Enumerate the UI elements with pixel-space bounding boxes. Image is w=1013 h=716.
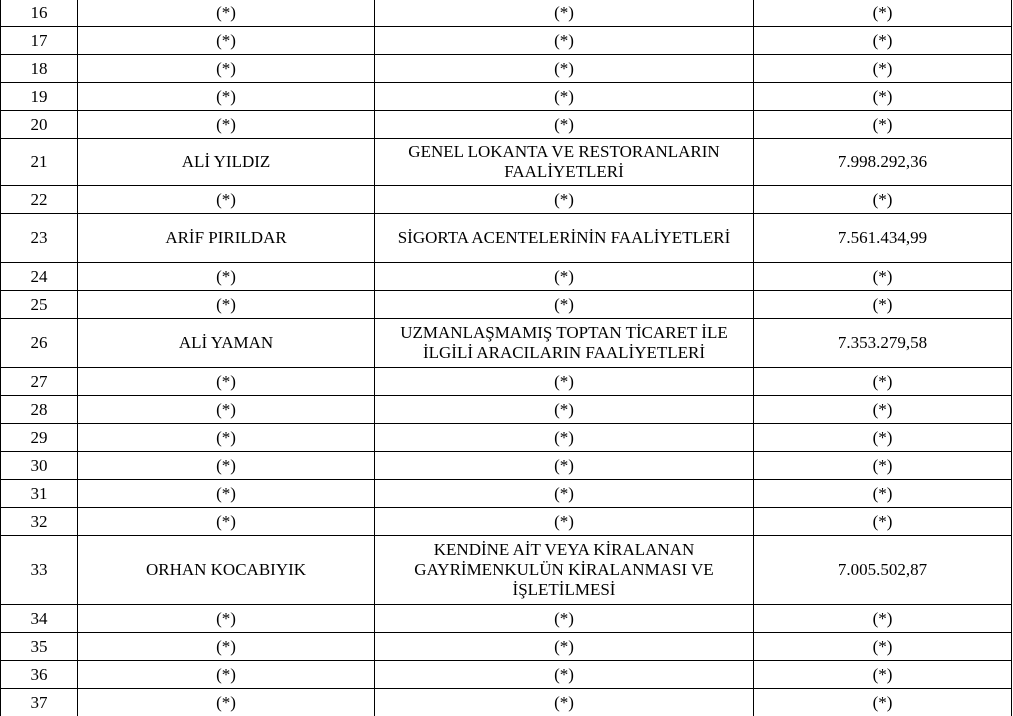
taxpayer-name: (*) bbox=[78, 0, 375, 27]
table-row bbox=[1, 536, 1012, 605]
row-number: 24 bbox=[1, 263, 78, 291]
activity: (*) bbox=[375, 661, 754, 689]
amount: 7.561.434,99 bbox=[754, 214, 1012, 263]
activity: (*) bbox=[375, 633, 754, 661]
amount: (*) bbox=[754, 480, 1012, 508]
row-number: 18 bbox=[1, 55, 78, 83]
table-row bbox=[1, 27, 1012, 55]
amount: (*) bbox=[754, 633, 1012, 661]
row-number: 32 bbox=[1, 508, 78, 536]
row-number: 22 bbox=[1, 186, 78, 214]
activity: (*) bbox=[375, 27, 754, 55]
taxpayer-name: ALİ YILDIZ bbox=[78, 139, 375, 186]
table-row bbox=[1, 139, 1012, 186]
taxpayer-name: (*) bbox=[78, 633, 375, 661]
activity: (*) bbox=[375, 263, 754, 291]
row-number: 34 bbox=[1, 605, 78, 633]
activity: (*) bbox=[375, 508, 754, 536]
row-number: 31 bbox=[1, 480, 78, 508]
amount: 7.353.279,58 bbox=[754, 319, 1012, 368]
table-row bbox=[1, 424, 1012, 452]
taxpayer-name: ARİF PIRILDAR bbox=[78, 214, 375, 263]
activity: (*) bbox=[375, 83, 754, 111]
amount: (*) bbox=[754, 368, 1012, 396]
table-row bbox=[1, 396, 1012, 424]
amount: (*) bbox=[754, 263, 1012, 291]
taxpayer-name: ORHAN KOCABIYIK bbox=[78, 536, 375, 605]
table-row bbox=[1, 368, 1012, 396]
row-number: 23 bbox=[1, 214, 78, 263]
activity: (*) bbox=[375, 0, 754, 27]
table-row bbox=[1, 452, 1012, 480]
amount: (*) bbox=[754, 452, 1012, 480]
row-number: 35 bbox=[1, 633, 78, 661]
row-number: 30 bbox=[1, 452, 78, 480]
row-number: 19 bbox=[1, 83, 78, 111]
amount: 7.005.502,87 bbox=[754, 536, 1012, 605]
amount: (*) bbox=[754, 55, 1012, 83]
amount: (*) bbox=[754, 186, 1012, 214]
row-number: 37 bbox=[1, 689, 78, 716]
taxpayer-name: (*) bbox=[78, 291, 375, 319]
taxpayer-name: (*) bbox=[78, 452, 375, 480]
amount: (*) bbox=[754, 605, 1012, 633]
table-row bbox=[1, 83, 1012, 111]
table-row bbox=[1, 214, 1012, 263]
amount: 7.998.292,36 bbox=[754, 139, 1012, 186]
table-row bbox=[1, 689, 1012, 716]
row-number: 26 bbox=[1, 319, 78, 368]
amount: (*) bbox=[754, 396, 1012, 424]
amount: (*) bbox=[754, 83, 1012, 111]
table-row bbox=[1, 508, 1012, 536]
row-number: 36 bbox=[1, 661, 78, 689]
table-row bbox=[1, 319, 1012, 368]
table-row bbox=[1, 605, 1012, 633]
taxpayer-name: (*) bbox=[78, 605, 375, 633]
activity: (*) bbox=[375, 689, 754, 716]
taxpayer-name: (*) bbox=[78, 55, 375, 83]
amount: (*) bbox=[754, 27, 1012, 55]
table-row bbox=[1, 480, 1012, 508]
taxpayer-name: (*) bbox=[78, 689, 375, 716]
table-row bbox=[1, 111, 1012, 139]
row-number: 21 bbox=[1, 139, 78, 186]
taxpayer-name: (*) bbox=[78, 27, 375, 55]
activity: (*) bbox=[375, 480, 754, 508]
taxpayer-name: (*) bbox=[78, 424, 375, 452]
row-number: 17 bbox=[1, 27, 78, 55]
row-number: 33 bbox=[1, 536, 78, 605]
activity: (*) bbox=[375, 396, 754, 424]
amount: (*) bbox=[754, 508, 1012, 536]
table-row bbox=[1, 55, 1012, 83]
amount: (*) bbox=[754, 661, 1012, 689]
activity: (*) bbox=[375, 291, 754, 319]
table-row bbox=[1, 291, 1012, 319]
activity: GENEL LOKANTA VE RESTORANLARIN FAALİYETLERİ bbox=[375, 139, 754, 186]
taxpayer-name: (*) bbox=[78, 368, 375, 396]
activity: KENDİNE AİT VEYA KİRALANAN GAYRİMENKULÜN KİRALANMASI VE İŞLETİLMESİ bbox=[375, 536, 754, 605]
activity: SİGORTA ACENTELERİNİN FAALİYETLERİ bbox=[375, 214, 754, 263]
taxpayer-name: (*) bbox=[78, 186, 375, 214]
row-number: 20 bbox=[1, 111, 78, 139]
activity: UZMANLAŞMAMIŞ TOPTAN TİCARET İLE İLGİLİ ARACILARIN FAALİYETLERİ bbox=[375, 319, 754, 368]
row-number: 28 bbox=[1, 396, 78, 424]
row-number: 27 bbox=[1, 368, 78, 396]
table-row bbox=[1, 186, 1012, 214]
amount: (*) bbox=[754, 111, 1012, 139]
activity: (*) bbox=[375, 186, 754, 214]
row-number: 16 bbox=[1, 0, 78, 27]
taxpayer-name: (*) bbox=[78, 396, 375, 424]
activity: (*) bbox=[375, 605, 754, 633]
row-number: 29 bbox=[1, 424, 78, 452]
activity: (*) bbox=[375, 424, 754, 452]
taxpayer-name: (*) bbox=[78, 263, 375, 291]
taxpayer-name: (*) bbox=[78, 83, 375, 111]
table-row bbox=[1, 661, 1012, 689]
table-row bbox=[1, 633, 1012, 661]
amount: (*) bbox=[754, 424, 1012, 452]
activity: (*) bbox=[375, 452, 754, 480]
amount: (*) bbox=[754, 689, 1012, 716]
table-row bbox=[1, 263, 1012, 291]
taxpayer-name: (*) bbox=[78, 508, 375, 536]
amount: (*) bbox=[754, 291, 1012, 319]
taxpayer-name: (*) bbox=[78, 480, 375, 508]
row-number: 25 bbox=[1, 291, 78, 319]
table-row bbox=[1, 0, 1012, 27]
amount: (*) bbox=[754, 0, 1012, 27]
activity: (*) bbox=[375, 55, 754, 83]
activity: (*) bbox=[375, 111, 754, 139]
activity: (*) bbox=[375, 368, 754, 396]
taxpayer-name: (*) bbox=[78, 111, 375, 139]
taxpayer-name: (*) bbox=[78, 661, 375, 689]
taxpayer-name: ALİ YAMAN bbox=[78, 319, 375, 368]
